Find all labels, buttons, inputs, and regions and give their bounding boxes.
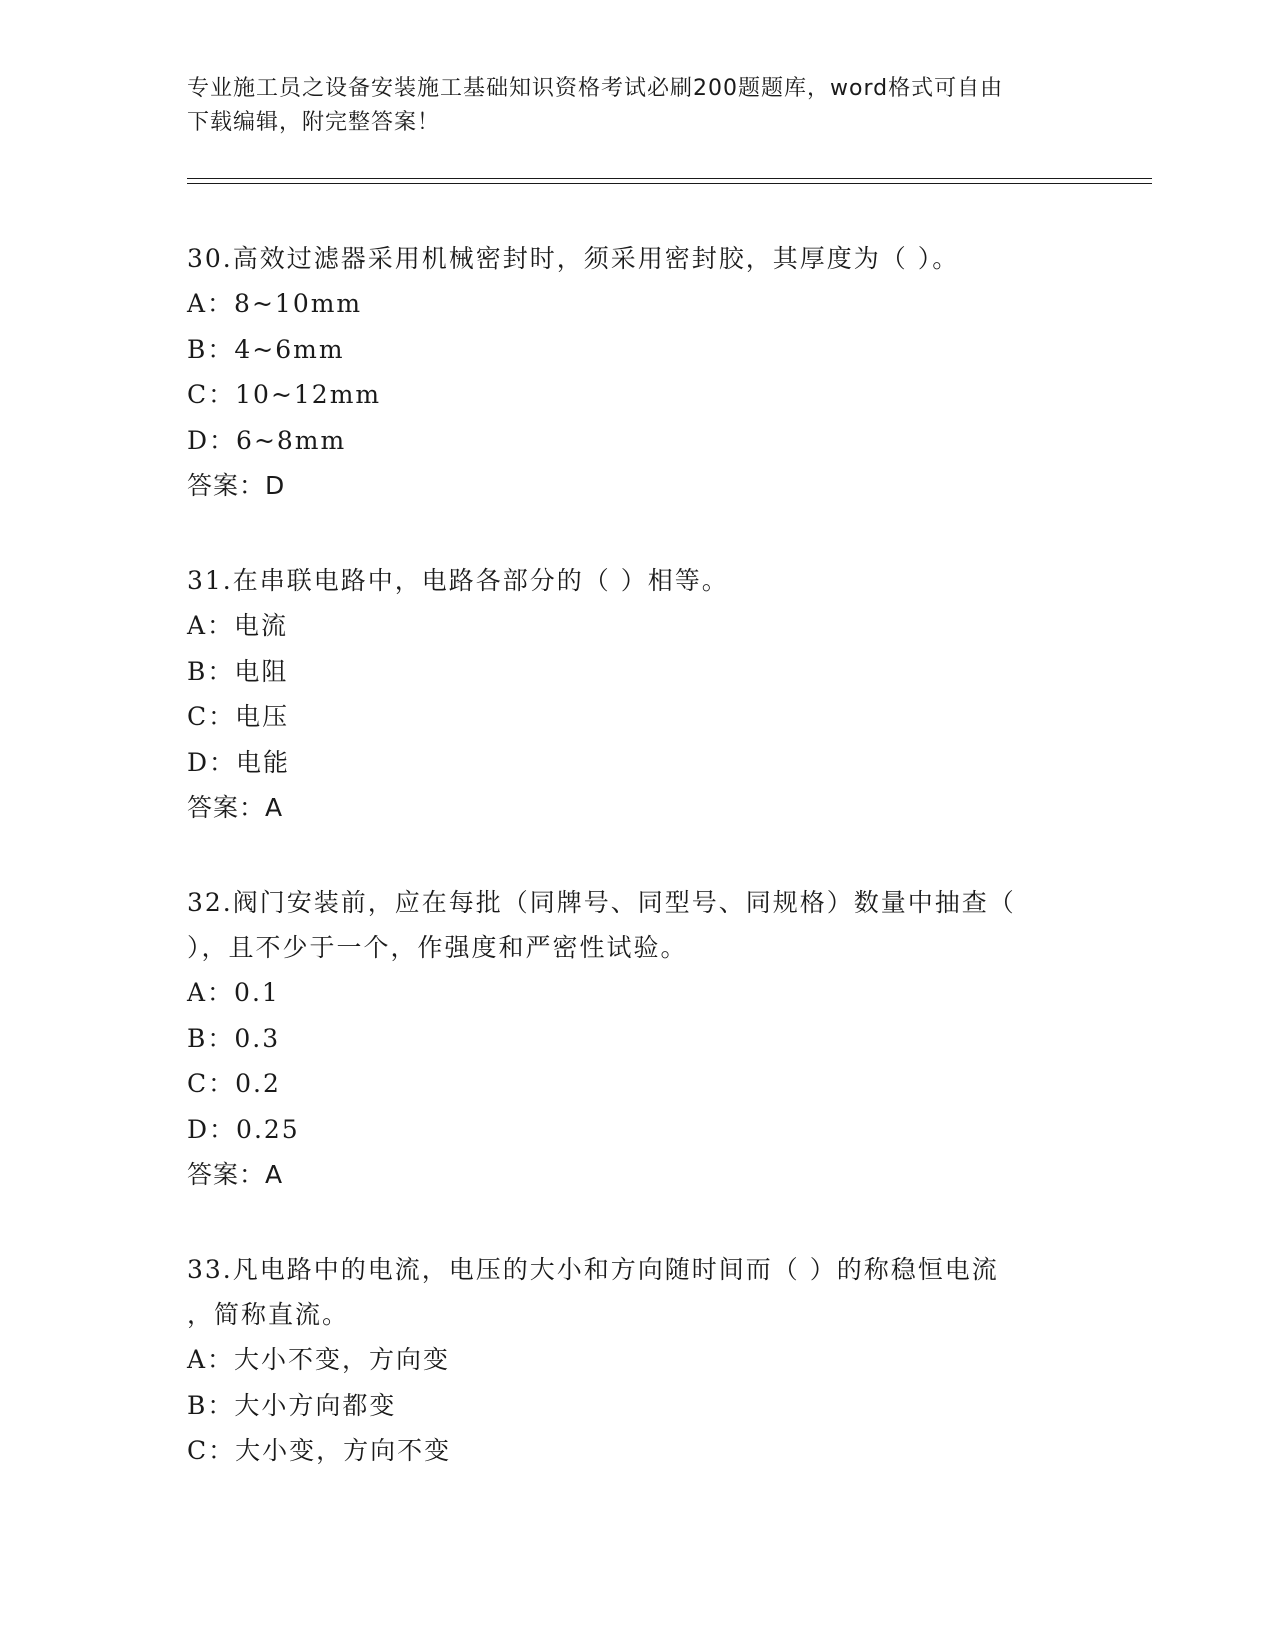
answer-label: 答案：D: [187, 471, 286, 500]
option-d: D：电能: [187, 747, 291, 777]
option-b: B：大小方向都变: [187, 1390, 397, 1420]
question-stem: 31.在串联电路中，电路各部分的（ ）相等。: [187, 566, 729, 595]
document-header: [187, 72, 1087, 140]
header-divider-bottom: [187, 183, 1152, 184]
question-31: [187, 558, 1092, 830]
header-line-1: 专业施工员之设备安装施工基础知识资格考试必刷200题题库，word格式可自由: [187, 76, 1004, 101]
answer-label: 答案：A: [187, 1160, 284, 1189]
question-stem-line-1: 33.凡电路中的电流，电压的大小和方向随时间而（ ）的称稳恒电流: [187, 1255, 999, 1284]
option-a: A：电流: [187, 611, 289, 640]
question-stem-line-2: ），且不少于一个，作强度和严密性试验。: [187, 933, 688, 962]
option-c: C：10~12mm: [187, 380, 382, 409]
option-b: B：电阻: [187, 656, 289, 686]
question-33: [187, 1247, 1092, 1474]
question-stem-line-1: 32.阀门安装前，应在每批（同牌号、同型号、同规格）数量中抽查（: [187, 888, 1016, 917]
question-32: [187, 880, 1092, 1197]
option-c: C：电压: [187, 702, 290, 731]
option-a: A：大小不变，方向变: [187, 1345, 451, 1374]
option-b: B：4~6mm: [187, 334, 345, 364]
option-a: A：0.1: [187, 978, 280, 1007]
question-list: [187, 236, 1092, 1524]
answer-label: 答案：A: [187, 793, 284, 822]
question-stem-line-2: ，简称直流。: [187, 1300, 350, 1329]
option-c: C：大小变，方向不变: [187, 1436, 452, 1465]
question-30: [187, 236, 1092, 508]
question-stem: 30.高效过滤器采用机械密封时，须采用密封胶，其厚度为（ ）。: [187, 244, 960, 273]
option-a: A：8~10mm: [187, 289, 363, 318]
header-line-2: 下载编辑，附完整答案！: [187, 110, 441, 135]
header-divider-top: [187, 178, 1152, 179]
option-d: D：0.25: [187, 1114, 300, 1144]
option-c: C：0.2: [187, 1069, 281, 1098]
option-b: B：0.3: [187, 1023, 281, 1053]
option-d: D：6~8mm: [187, 425, 347, 455]
